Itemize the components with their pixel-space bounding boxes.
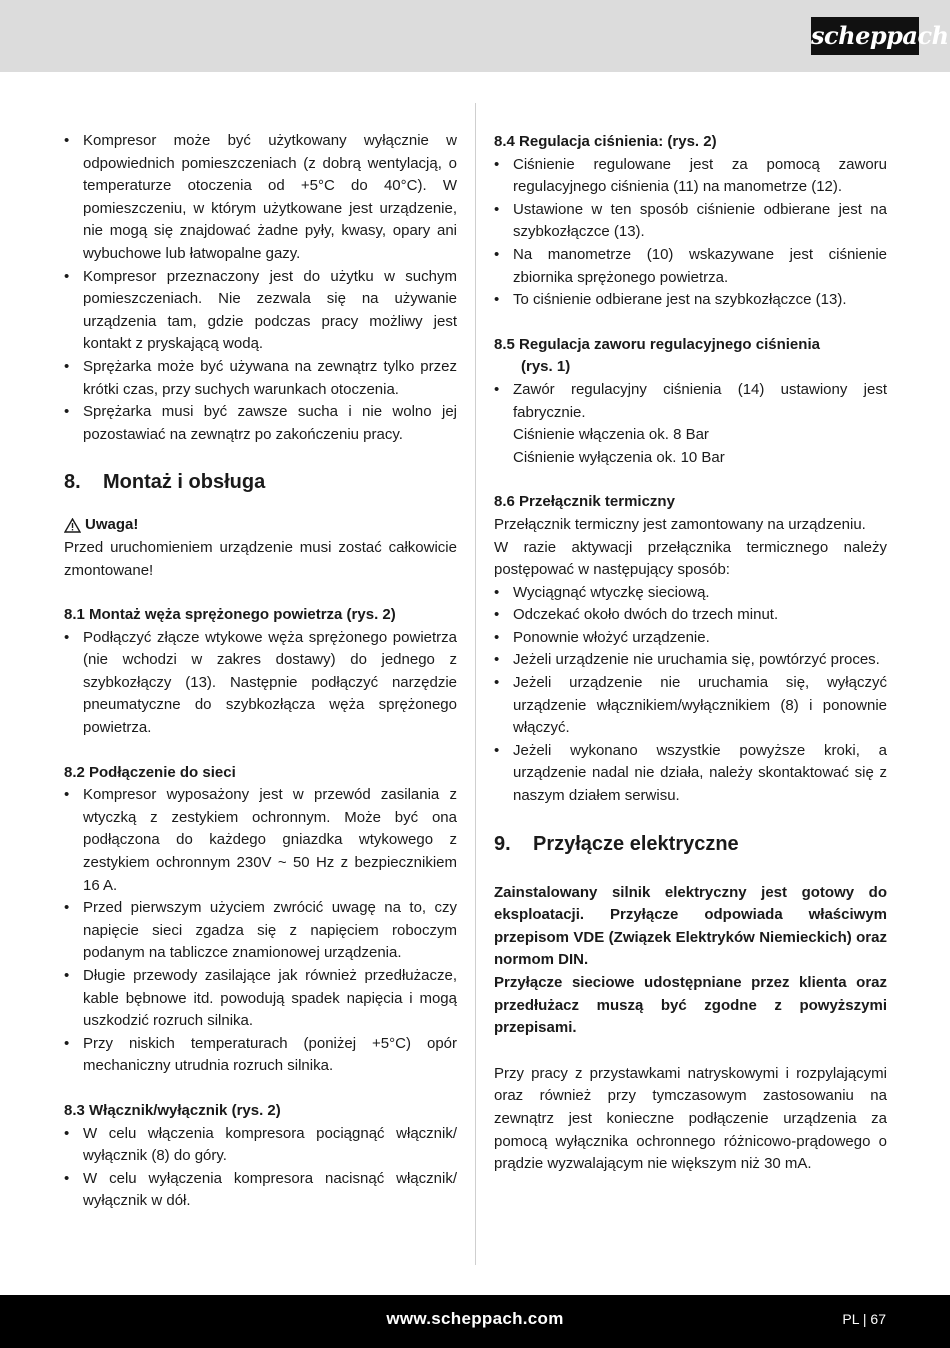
list-item: • Jeżeli urządzenie nie uruchamia się, wyłączyć urządzenie włącznikiem/wyłącznikiem (8) i ponownie włączyć.: [494, 672, 887, 740]
subsection-8-1-title: 8.1 Montaż węża sprężonego powietrza (rys. 2): [64, 606, 396, 624]
bold-paragraph: Przyłącze sieciowe udostępniane przez klienta oraz przedłużacz muszą być zgodne z powyższymi przepisami.: [494, 974, 887, 1037]
switch-on-pressure: Ciśnienie włączenia ok. 8 Bar: [513, 426, 709, 444]
subsection-8-5-title: 8.5 Regulacja zaworu regulacyjnego ciśnienia: [494, 335, 820, 353]
page-number: PL | 67: [842, 1311, 886, 1327]
bold-paragraph: Zainstalowany silnik elektryczny jest gotowy do eksploatacji. Przyłącze odpowiada właściwym przepisom VDE (Związek Elektryków Niemieckich) oraz normom DIN.: [494, 883, 887, 969]
section-number: 8.: [64, 471, 81, 494]
paragraph: W razie aktywacji przełącznika termicznego należy postępować w następujący sposób:: [494, 538, 887, 579]
right-column: [494, 131, 887, 1176]
footer-bar: [0, 1295, 950, 1348]
list-item: • Podłączyć złącze wtykowe węża sprężonego powietrza (nie wchodzi w zakres dostawy) do jednego z szybkozłączy (13). Następnie podłączyć narzędzie pneumatyczne do szybkozłącza węża sprężonego powietrza.: [64, 627, 457, 740]
section-title: Montaż i obsługa: [103, 471, 266, 494]
list-item: • Kompresor może być użytkowany wyłącznie w odpowiednich pomieszczeniach (z dobrą wentylacją, o temperaturze otoczenia od +5°C do 40°C). W pomieszczeniu, w którym użytkowane jest urządzenie, nie mogą się znajdować żadne pyły, kwasy, opary ani wybuchowe lub łatwopalne gazy.: [64, 130, 457, 266]
list-item: • Zawór regulacyjny ciśnienia (14) ustawiony jest fabrycznie.: [494, 379, 887, 424]
section-9-heading: [494, 830, 887, 858]
subsection-8-2-title: 8.2 Podłączenie do sieci: [64, 763, 236, 781]
intro-list: [64, 130, 457, 446]
list-item: • Długie przewody zasilające jak również przedłużacze, kable bębnowe itd. powodują spadek napięcia i mogą uszkodzić rozruch silnika.: [64, 965, 457, 1033]
list-item: • Przy niskich temperaturach (poniżej +5°C) opór mechaniczny utrudnia rozruch silnika.: [64, 1033, 457, 1078]
list-item: • Jeżeli urządzenie nie uruchamia się, powtórzyć proces.: [494, 649, 887, 672]
subsection-8-6-list: [494, 582, 887, 808]
section-8-heading: [64, 468, 457, 496]
list-item: • W celu wyłączenia kompresora nacisnąć włącznik/ wyłącznik w dół.: [64, 1168, 457, 1213]
subsection-8-5-title-ref: (rys. 1): [521, 358, 571, 376]
list-item: • W celu włączenia kompresora pociągnąć włącznik/ wyłącznik (8) do góry.: [64, 1123, 457, 1168]
list-item: • Przed pierwszym użyciem zwrócić uwagę na to, czy napięcie sieci zgadza się z napięciem roboczym podanym na tabliczce znamionowej urządzenia.: [64, 897, 457, 965]
list-item: • Odczekać około dwóch do trzech minut.: [494, 604, 887, 627]
subsection-8-6-title: 8.6 Przełącznik termiczny: [494, 493, 675, 511]
list-item: • Sprężarka musi być zawsze sucha i nie wolno jej pozostawiać na zewnątrz po zakończeniu pracy.: [64, 401, 457, 446]
left-column: [64, 130, 457, 1213]
subsection-8-2-list: [64, 784, 457, 1078]
subsection-8-5-list: [494, 379, 887, 424]
paragraph: Przełącznik termiczny jest zamontowany na urządzeniu.: [494, 515, 866, 533]
header-bar: [0, 0, 950, 72]
list-item: • Ustawione w ten sposób ciśnienie odbierane jest na szybkozłączce (13).: [494, 199, 887, 244]
list-item: • Sprężarka może być używana na zewnątrz tylko przez krótki czas, przy suchych warunkach otoczenia.: [64, 356, 457, 401]
switch-off-pressure: Ciśnienie wyłączenia ok. 10 Bar: [513, 448, 725, 466]
list-item: • To ciśnienie odbierane jest na szybkozłączce (13).: [494, 289, 887, 312]
list-item: • Kompresor wyposażony jest w przewód zasilania z wtyczką z zestykiem ochronnym. Może być ona podłączona do każdego gniazdka wtykowego z zestykiem ochronnym 230V ~ 50 Hz z bezpiecznikiem 16 A.: [64, 784, 457, 897]
website-link[interactable]: www.scheppach.com: [386, 1309, 564, 1328]
list-item: • Kompresor przeznaczony jest do użytku w suchym pomieszczeniach. Nie zezwala się na używanie urządzenia tam, gdzie podczas pracy możliwy jest kontakt z pryskającą wodą.: [64, 266, 457, 356]
list-item: • Ciśnienie regulowane jest za pomocą zaworu regulacyjnego ciśnienia (11) na manometrze (12).: [494, 154, 887, 199]
brand-logo: scheppach: [811, 17, 919, 55]
subsection-8-4-title: 8.4 Regulacja ciśnienia: (rys. 2): [494, 133, 717, 150]
list-item: • Ponownie włożyć urządzenie.: [494, 627, 887, 650]
paragraph: Przy pracy z przystawkami natryskowymi i rozpylającymi oraz również przy tymczasowym zastosowaniu na zewnątrz jest konieczne podłączenie urządzenia za pomocą wyłącznika ochronnego różnicowo-prądowego o prądzie wyzwalającym nie większym niż 30 mA.: [494, 1064, 887, 1173]
subsection-8-1-list: [64, 627, 457, 740]
warning-text: Przed uruchomieniem urządzenie musi zostać całkowicie zmontowane!: [64, 538, 457, 579]
list-item: • Wyciągnąć wtyczkę sieciową.: [494, 582, 887, 605]
subsection-8-4-list: [494, 154, 887, 312]
warning-title: Uwaga!: [85, 516, 139, 534]
list-item: • Na manometrze (10) wskazywane jest ciśnienie zbiornika sprężonego powietrza.: [494, 244, 887, 289]
warning-heading: [64, 514, 457, 537]
section-number: 9.: [494, 832, 511, 855]
section-title: Przyłącze elektryczne: [533, 832, 739, 855]
subsection-8-3-list: [64, 1123, 457, 1213]
column-divider: [475, 103, 476, 1265]
list-item: • Jeżeli wykonano wszystkie powyższe kroki, a urządzenie nadal nie działa, należy skontaktować się z naszym działem serwisu.: [494, 740, 887, 808]
subsection-8-3-title: 8.3 Włącznik/wyłącznik (rys. 2): [64, 1101, 281, 1119]
warning-triangle-icon: [64, 518, 81, 533]
